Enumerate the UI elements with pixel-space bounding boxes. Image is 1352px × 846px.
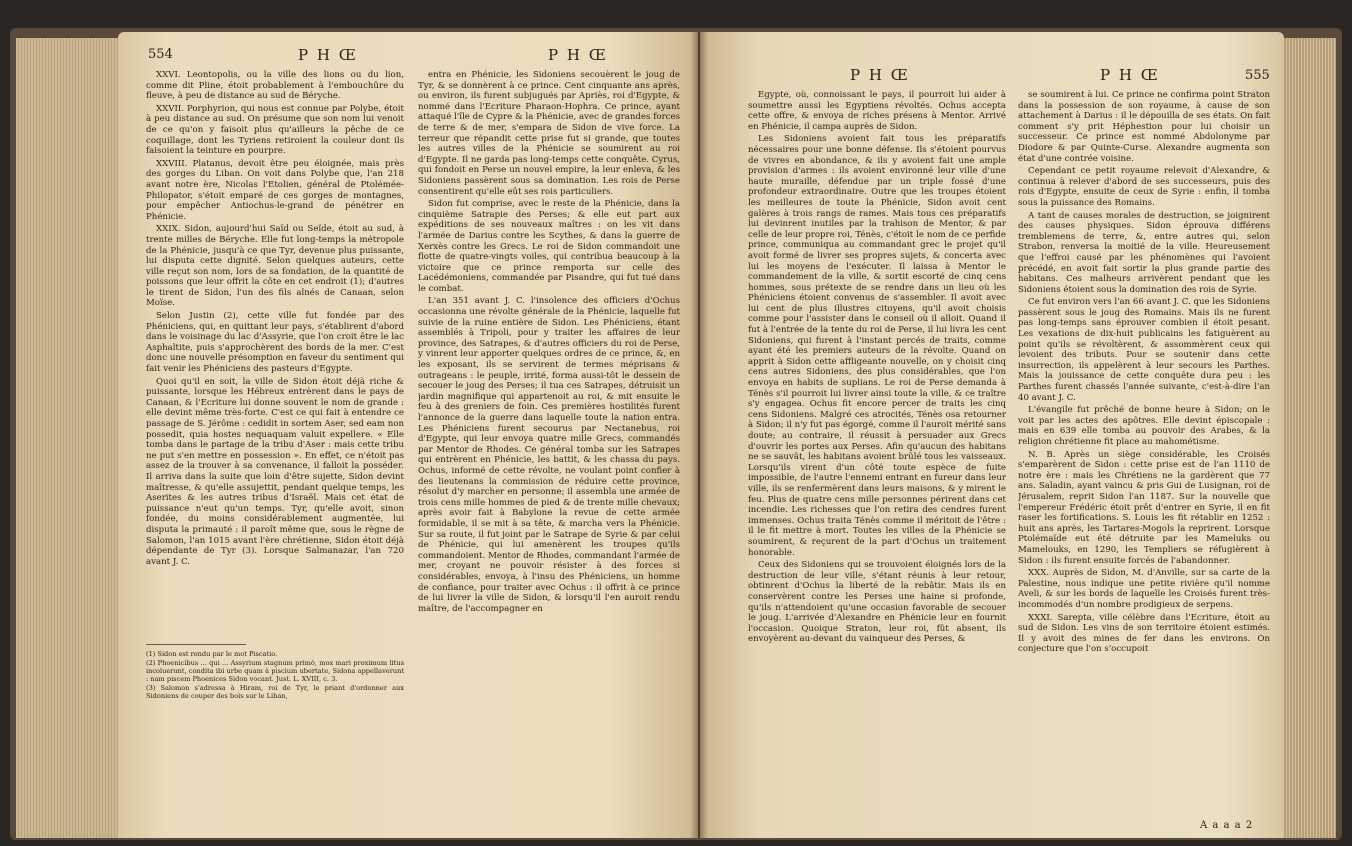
paragraph: Ce fut environ vers l'an 66 avant J. C. que les Sidoniens passèrent sous le joug des Romains. Mais ils ne furent pas long-temps sans éprouver combien il étoit pesant. Les vexations de dix-huit publicains les fatiguèrent au point qu'ils se révoltèrent, & assommèrent ceux qui levoient des tributs. Pour se soutenir dans cette insurrection, ils appelèrent à leur secours les Parthes. Mais la jouissance de cette conquête dura peu : les Parthes furent chassés l'année suivante, c'est-à-dire l'an 40 avant J. C.: [1018, 297, 1270, 403]
paragraph: XXVI. Leontopolis, ou la ville des lions ou du lion, comme dit Pline, étoit probablement à l'embouchûre du fleuve, à peu de distance au sud de Béryche.: [146, 70, 404, 102]
paragraph: entra en Phénicie, les Sidoniens secouèrent le joug de Tyr, & se donnèrent à ce prince. Cent cinquante ans après, ou environ, ils furent subjugués par Apriès, roi d'Egypte, & nommé dans l'Ecriture Pharaon-Hophra. Ce prince, ayant attaqué l'île de Cypre & la Phénicie, avec de grandes forces de terre & de mer, s'empara de Sidon de vive force. La terreur que répandit cette prise fut si grande, que toutes les autres villes de la Phénicie se soumirent au roi d'Egypte. Il ne garda pas long-temps cette conquête. Cyrus, qui fondoit en Perse un nouvel empire, la leur enleva, & les Sidoniens passèrent sous sa domination. Les rois de Perse consentirent qu'elle eût ses rois particuliers.: [418, 70, 680, 197]
right-page-column-2: [1018, 90, 1270, 818]
footnote: (3) Salomon s'adressa à Hiram, roi de Tyr, le priant d'ordonner aux Sidoniens de couper des bois sur le Liban,: [146, 684, 404, 700]
paragraph: L'an 351 avant J. C. l'insolence des officiers d'Ochus occasionna une révolte générale de la Phénicie, laquelle fut suivie de la ruine entière de Sidon. Les Phéniciens, étant assemblés à Tripoli, pour y traiter les affaires de leur province, des Satrapes, & d'autres officiers du roi de Perse, y vinrent leur apporter quelques ordres de ce prince, &, en les exposant, ils se servirent de termes méprisans & outrageans : le peuple, irrité, forma aussi-tôt le dessein de secouer le joug des Perses; il tua ces Satrapes, détruisit un jardin magnifique qui appartenoit au roi, & mit ensuite le feu à des greniers de foin. Ces premières hostilités furent l'annonce de la guerre dans laquelle toute la nation entra. Les Phéniciens furent secourus par Nectanebus, roi d'Egypte, qui leur envoya quatre mille Grecs, commandés par Mentor de Rhodes. Ce général tomba sur les Satrapes qui entrèrent en Phénicie, les battit, & les chassa du pays. Ochus, informé de cette révolte, ne voulant point confier à des lieutenans la commission de réduire cette province, résolut d'y marcher en personne; il assembla une armée de trois cens mille hommes de pied & de trente mille chevaux; après avoir fait à Babylone la revue de cette armée formidable, il se mit à sa tête, & marcha vers la Phénicie. Sur sa route, il fut joint par le Satrape de Syrie & par celui de Phénicie, qui lui amenèrent les troupes qu'ils commandoient. Mentor de Rhodes, commandant l'armée de mer, croyant ne pouvoir résister à des forces si considérables, envoya, à l'insu des Phéniciens, un homme de confiance, pour traiter avec Ochus : il offrit à ce prince de lui livrer la ville de Sidon, & lorsqu'il l'en auroit rendu maître, de l'accompagner en: [418, 296, 680, 614]
left-page-column-1: [146, 70, 404, 640]
paragraph: XXXI. Sarepta, ville célèbre dans l'Ecriture, étoit au sud de Sidon. Les vins de son territoire étoient estimés. Il y avoit des mines de fer dans les environs. On conjecture que l'on s'occupoit: [1018, 612, 1270, 655]
right-page: [700, 32, 1284, 838]
left-page: [118, 32, 698, 838]
paragraph: XXIX. Sidon, aujourd'hui Saïd ou Seïde, étoit au sud, à trente milles de Béryche. Elle fut long-temps la métropole de la Phénicie, jusqu'à ce que Tyr, devenue plus puissante, lui disputa cette dignité. Selon quelques auteurs, cette ville reçut son nom, lors de sa fondation, de la quantité de poissons que leur offrit la côte en cet endroit (1); d'autres le tirent de Sidon, l'un des fils aînés de Canaan, selon Moïse.: [146, 224, 404, 309]
right-header-col1: P H Œ: [850, 66, 910, 84]
left-page-number: 554: [148, 47, 173, 62]
paragraph: Les Sidoniens avoient fait tous les préparatifs nécessaires pour une bonne défense. Ils s'étoient pourvus de vivres en abondance, & ils y avoient fait une ample provision d'armes : ils avoient environné leur ville d'une haute muraille, défendue par un triple fossé d'une profondeur extraordinaire. Outre que les troupes étoient les meilleures de toute la Phénicie, Sidon avoit cent galères à trois rangs de rames. Mais tous ces préparatifs lui devinrent inutiles par la trahison de Mentor, & par celle de leur propre roi, Ténès, c'étoit le nom de ce perfide prince, communiqua au commandant grec le projet qu'il avoit formé de livrer ses propres sujets, & concerta avec lui les moyens de l'exécuter. Il laissa à Mentor le commandement de la ville, & sortit escorté de cinq cens hommes, sous prétexte de se rendre dans un lieu où les Phéniciens étoient convenus de s'assembler. Il avoit avec lui cent de plus illustres citoyens, qu'il avoit choisis comme pour l'assister dans le conseil où il alloit. Quand il fut à l'entrée de la tente du roi de Perse, il lui livra les cent Sidoniens, qui furent à l'instant percés de traits, comme ayant été les premiers auteurs de la révolte. Quand on apprit à Sidon cette affligeante nouvelle, on y choisit cinq cens autres Sidoniens, des plus considérables, que l'on envoya en habits de suplians. Le roi de Perse demanda à Ténès s'il pourroit lui livrer ainsi toute la ville, & ce traître s'y engagea. Ochus fit encore percer de traits les cinq cens Sidoniens. Malgré ces atrocités, Ténès osa retourner à Sidon; il n'y fut pas égorgé, comme il l'auroit mérité sans doute; au contraire, il réussit à persuader aux Grecs d'ouvrir les portes aux Perses. Afin qu'aucun des habitans ne se sauvât, les habitans avoient brûlé tous les vaisseaux. Lorsqu'ils virent d'un côté toute espèce de fuite impossible, de l'autre l'ennemi entrant en fureur dans leur ville, ils se renfermèrent dans leurs maisons, & y mirent le feu. Plus de quatre cens mille personnes périrent dans cet incendie. Les richesses que l'on retira des cendres furent immenses. Ochus traita Ténès comme il méritoit de l'être : il le fit mettre à mort. Toutes les villes de la Phénicie se soumirent, & reçurent de la part d'Ochus un traitement honorable.: [748, 134, 1006, 558]
paragraph: N. B. Après un siège considérable, les Croisés s'emparèrent de Sidon : cette prise est de l'an 1110 de notre ère : mais les Chrétiens ne la gardèrent que 77 ans. Saladin, ayant vaincu & pris Gui de Lusignan, roi de Jérusalem, reprit Sidon l'an 1187. Sur la nouvelle que l'empereur Frédéric étoit prêt d'entrer en Syrie, il en fit raser les fortifications. S. Louis les fit rétablir en 1252 : huit ans après, les Tartares-Mogols la reprirent. Lorsque Ptolémaïde eut été détruite par les Mameluks ou Mamelouks, en 1290, les Templiers se réfugièrent à Sidon : ils furent ensuite forcés de l'abandonner.: [1018, 449, 1270, 566]
signature-mark: A a a a 2: [1200, 820, 1254, 831]
book-gutter: [690, 32, 708, 838]
paragraph: A tant de causes morales de destruction, se joignirent des causes physiques. Sidon éprouva différens tremblemens de terre, &, entre autres qui, selon Strabon, renversa la moitié de la ville. Heureusement que l'effroi causé par les phénomènes qui l'avoient précédé, en avoit fait sortir la plus grande partie des habitans. Ces malheurs arrivèrent pendant que les Sidoniens étoient sous la domination des rois de Syrie.: [1018, 210, 1270, 295]
footnote-rule: [146, 644, 246, 645]
footnote: (1) Sidon est rendu par le mot Piscatio.: [146, 650, 278, 658]
paragraph: Cependant ce petit royaume relevoit d'Alexandre, & continua à relever d'abord de ses successeurs, puis des rois d'Egypte, ensuite de ceux de Syrie : enfin, il tomba sous la puissance des Romains.: [1018, 166, 1270, 208]
paragraph: XXX. Auprès de Sidon, M. d'Anville, sur sa carte de la Palestine, nous indique une petite rivière qu'il nomme Aveli, & sur les bords de laquelle les Croisés furent très-incommodés d'un nombre prodigieux de serpens.: [1018, 568, 1270, 610]
footnotes: [146, 650, 404, 701]
right-page-edges: [1284, 38, 1336, 838]
paragraph: XXVII. Porphyrion, qui nous est connue par Polybe, étoit à peu distance au sud. On présume que son nom lui venoit de ce qu'on y faisoit plus qu'ailleurs la pêche de ce coquillage, dont les Tyriens retiroient la couleur dont ils faisoient la teinture en pourpre.: [146, 103, 404, 157]
paragraph: Quoi qu'il en soit, la ville de Sidon étoit déjà riche & puissante, lorsque les Hébreux entrèrent dans le pays de Canaan, & l'Ecriture lui donne souvent le nom de grande : elle devint même très-forte. C'est ce qui fait à entendre ce passage de S. Jérôme : cedidit in sortem Aser, sed eam non possedit, quia hostes nequaquam valuit expellere. « Elle tomba dans le partage de la tribu d'Aser : mais cette tribu ne put s'en mettre en possession ». En effet, ce n'étoit pas assez de la trouver à sa convenance, il falloit la posséder. Il arriva dans la suite que loin d'être sujette, Sidon devint maîtresse, & qu'elle assujettit, pendant quelque temps, les Aserites & les autres tribus d'Israël. Mais cet état de puissance n'eut qu'un temps. Tyr, qu'elle avoit, sinon fondée, du moins considérablement augmentée, lui disputa la primauté : il paroît même que, sous le règne de Salomon, l'an 1015 avant l'ère chrétienne, Sidon étoit déjà dépendante de Tyr (3). Lorsque Salmanazar, l'an 720 avant J. C.: [146, 376, 404, 567]
right-page-column-1: [748, 90, 1006, 830]
right-page-number: 555: [1245, 68, 1270, 83]
paragraph: Sidon fut comprise, avec le reste de la Phénicie, dans la cinquième Satrapie des Perses; & elle eut part aux expéditions de ses nouveaux maîtres : on les vit dans l'armée de Darius contre les Scythes, & dans la guerre de Xerxès contre les Grecs. Le roi de Sidon commandoit une flotte de quatre-vingts voiles, qui contribua beaucoup à la victoire que ce prince remporta sur celle des Lacédémoniens, commandée par Pisandre, qui fut tué dans le combat.: [418, 199, 680, 294]
paragraph: XXVIII. Platanus, devoit être peu éloignée, mais près des gorges du Liban. On voit dans Polybe que, l'an 218 avant notre ère, Nicolas l'Etolien, général de Ptolémée-Philopator, s'étoit emparé de ces gorges de montagnes, pour empêcher Antiochus-le-grand de pénétrer en Phénicie.: [146, 158, 404, 222]
right-header-col2: P H Œ: [1100, 66, 1160, 84]
paragraph: L'évangile fut prêché de bonne heure à Sidon; on le voit par les actes des apôtres. Elle devint épiscopale : mais en 639 elle tomba au pouvoir des Arabes, & la religion chrétienne fit place au mahométisme.: [1018, 405, 1270, 447]
left-page-edges: [16, 38, 120, 838]
paragraph: Selon Justin (2), cette ville fut fondée par des Phéniciens, qui, en quittant leur pays, s'établirent d'abord dans le voisinage du lac d'Assyrie, que l'on croit être le lac Asphaltite, puis s'approchèrent des bords de la mer. C'est donc une nouvelle présomption en faveur du sentiment qui fait venir les Phéniciens des pasteurs d'Egypte.: [146, 311, 404, 375]
paragraph: Ceux des Sidoniens qui se trouvoient éloignés lors de la destruction de leur ville, s'étant réunis à leur retour, obtinrent d'Ochus la liberté de la rebâtir. Mais ils en conservèrent contre les Perses une haine si profonde, qu'ils n'attendoient qu'une occasion favorable de secouer le joug. L'arrivée d'Alexandre en Phénicie leur en fournit l'occasion. Quoique Straton, leur roi, fût absent, ils envoyèrent au-devant du vainqueur des Perses, &: [748, 560, 1006, 645]
left-header-col1: P H Œ: [298, 46, 358, 64]
footnote: (2) Phoenicibus ... qui ... Assyrium stagnum primò, mox mari proximum litus incoluerunt, condita ibi urbe quam à piscium ubertate, Sidona appellaverunt : nam piscem Phoenices Sidon vocant. Just. L. XVIII, c. 3.: [146, 659, 404, 683]
paragraph: se soumirent à lui. Ce prince ne confirma point Straton dans la possession de son royaume, à cause de son attachement à Darius : il le dépouilla de ses états. On fait comment s'y prit Héphestion pour lui choisir un successeur. Ce prince est nommé Abdolonyme par Diodore & par Quinte-Curse. Alexandre augmenta son état d'une contrée voisine.: [1018, 90, 1270, 164]
left-header-col2: P H Œ: [548, 46, 608, 64]
paragraph: Egypte, où, connoissant le pays, il pourroit lui aider à soumettre aussi les Egyptiens révoltés. Ochus accepta cette offre, & envoya de riches présens à Mentor. Arrivé en Phénicie, il campa auprès de Sidon.: [748, 90, 1006, 132]
left-page-column-2: [418, 70, 680, 830]
